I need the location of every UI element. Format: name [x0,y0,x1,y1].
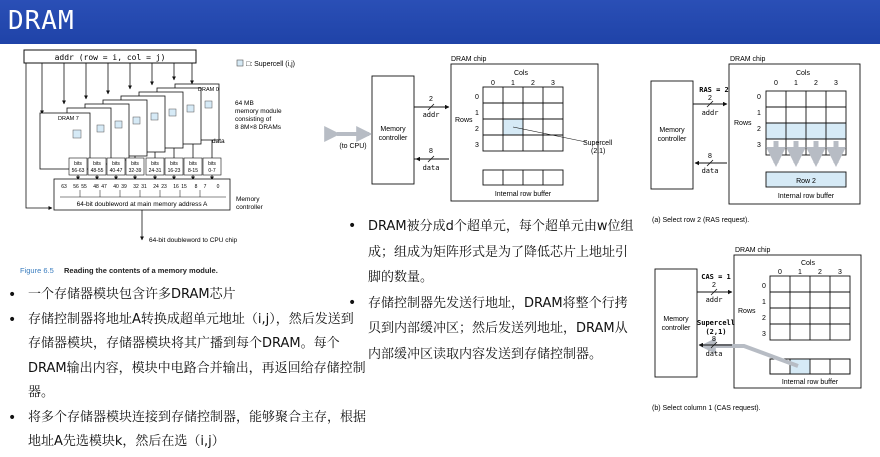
slide-title: DRAM [8,6,75,36]
bit-position: 39 [121,184,127,190]
cas-supercell-line2: (2,1) [705,328,727,336]
bits-range: 16-23 [167,168,181,174]
data-label: data [701,167,719,175]
cols-label: Cols [800,260,816,267]
bit-position: 55 [81,184,87,190]
row-number: 2 [762,315,766,322]
bits-label: bits [151,161,159,167]
figure-caption-text: Reading the contents of a memory module. [64,266,218,275]
module-desc-line4: 8 8M×8 DRAMs [235,124,282,131]
addr-label: addr [701,109,719,117]
data-width: 8 [708,153,712,160]
col-number: 1 [511,80,515,87]
bit-position: 48 [93,184,99,190]
cas-controller-line1: Memory [663,316,689,323]
bit-position: 31 [141,184,147,190]
bullet-item: • 存储控制器将地址A转换成超单元地址（i,j），然后发送到存储器模块，存储器模块将其广播到每个DRAM。每个DRAM输出内容，模块中电路合并输出，再返回给存储控制器。 [6,308,366,406]
bits-label: bits [93,161,101,167]
ras-controller-line1: Memory [659,127,685,134]
row-number: 0 [757,94,761,101]
cols-label: Cols [795,70,811,77]
bits-range: 8-15 [187,168,199,174]
data-label: data [705,350,723,358]
bits-range: 40-47 [109,168,123,174]
row-number: 0 [762,283,766,290]
to-cpu-chip-label: 64-bit doubleword to CPU chip [149,237,238,244]
bit-position: 40 [113,184,119,190]
rows-label: Rows [738,308,756,315]
dram0-label: DRAM 0 [198,87,219,93]
ras-caption: (a) Select row 2 (RAS request). [652,217,750,224]
addr-width: 2 [429,96,433,103]
bit-position: 15 [181,184,187,190]
bullet-item: • 一个存储器模块包含许多DRAM芯片 [6,283,366,308]
bits-range: 56-63 [71,168,85,174]
bits-label: bits [112,161,120,167]
supercell-legend: □: Supercell (i,j) [246,61,295,68]
bit-position: 0 [216,184,220,190]
module-desc-line3: consisting of [235,116,272,123]
module-data-label: data [212,138,225,145]
ras-figure [651,56,860,224]
row-number: 3 [475,142,479,149]
cas-supercell-line1: Supercell [697,319,735,327]
bit-position: 7 [203,184,207,190]
bullet-item: • 将多个存储器模块连接到存储控制器，能够聚合主存，根据地址A先选模块k，然后在选（i,j） [6,406,366,455]
col-number: 2 [531,80,535,87]
row-buffer-content: Row 2 [796,178,816,185]
row-number: 1 [762,299,766,306]
data-label: data [422,164,440,172]
bits-label: bits [208,161,216,167]
data-width: 8 [429,148,433,155]
left-bullet-list [6,283,366,455]
figure-caption-number: Figure 6.5 [20,266,54,275]
dram-chip-figure [337,56,613,201]
cas-signal: CAS = 1 [701,273,731,281]
row-number: 1 [475,110,479,117]
chip-label: DRAM chip [735,247,771,254]
bit-position: 16 [173,184,179,190]
bits-label: bits [131,161,139,167]
bit-position: 56 [73,184,79,190]
ras-signal: RAS = 2 [699,86,729,94]
col-number: 3 [838,269,842,276]
col-number: 0 [774,80,778,87]
module-addr-label: addr (row = i, col = j) [54,53,166,62]
bits-range: 24-31 [148,168,162,174]
bits-range: 32-39 [128,168,142,174]
chip-controller-line1: Memory [380,126,406,133]
module-controller-line2: controller [236,204,263,211]
cols-label: Cols [513,70,529,77]
col-number: 3 [834,80,838,87]
row-number: 3 [757,142,761,149]
chip-controller-line2: controller [378,135,408,142]
row-buffer-label: Internal row buffer [777,193,835,200]
rows-label: Rows [455,117,473,124]
rows-label: Rows [734,120,752,127]
bit-position: 24 [153,184,159,190]
supercell-label-line1: Supercell [583,140,613,147]
row-number: 2 [757,126,761,133]
data-width: 8 [712,336,716,343]
to-cpu-label: (to CPU) [339,143,367,150]
col-number: 2 [814,80,818,87]
row-number: 2 [475,126,479,133]
row-number: 3 [762,331,766,338]
addr-width: 2 [712,282,716,289]
chip-label: DRAM chip [730,56,766,63]
addr-width: 2 [708,95,712,102]
bit-position: 47 [101,184,107,190]
addr-label: addr [705,296,723,304]
bit-position: 63 [61,184,67,190]
bits-range: 0-7 [208,168,216,174]
chip-label: DRAM chip [451,56,487,63]
bit-position: 23 [161,184,167,190]
row-buffer-label: Internal row buffer [494,191,552,198]
col-number: 0 [491,80,495,87]
bullet-item: • DRAM被分成d个超单元，每个超单元由w位组成；组成为矩阵形式是为了降低芯片上地址引脚的数量。 [346,214,636,291]
bullet-item: • 存储控制器先发送行地址，DRAM将整个行拷贝到内部缓冲区；然后发送列地址，DRAM从内部缓冲区读取内容发送到存储控制器。 [346,291,636,368]
cas-controller-line2: controller [661,325,691,332]
doubleword-label: 64-bit doubleword at main memory address A [76,201,208,208]
ras-controller-line2: controller [657,136,687,143]
module-desc-line2: memory module [235,108,282,115]
col-number: 1 [798,269,802,276]
row-number: 1 [757,110,761,117]
module-desc-line1: 64 MB [235,100,254,107]
bit-position: 32 [133,184,139,190]
col-number: 2 [818,269,822,276]
dram7-label: DRAM 7 [58,116,79,122]
bits-label: bits [74,161,82,167]
addr-label: addr [422,111,440,119]
bits-label: bits [189,161,197,167]
memory-module-figure [20,50,295,275]
bit-position: 8 [194,184,198,190]
col-number: 3 [551,80,555,87]
module-controller-line1: Memory [236,196,260,203]
bits-label: bits [170,161,178,167]
middle-bullet-list [346,214,636,367]
col-number: 0 [778,269,782,276]
row-number: 0 [475,94,479,101]
supercell-label-line2: (2,1) [591,148,606,155]
row-buffer-label: Internal row buffer [781,379,839,386]
bits-range: 48-55 [90,168,104,174]
cas-figure [652,247,861,412]
col-number: 1 [794,80,798,87]
cas-caption: (b) Select column 1 (CAS request). [652,405,761,412]
